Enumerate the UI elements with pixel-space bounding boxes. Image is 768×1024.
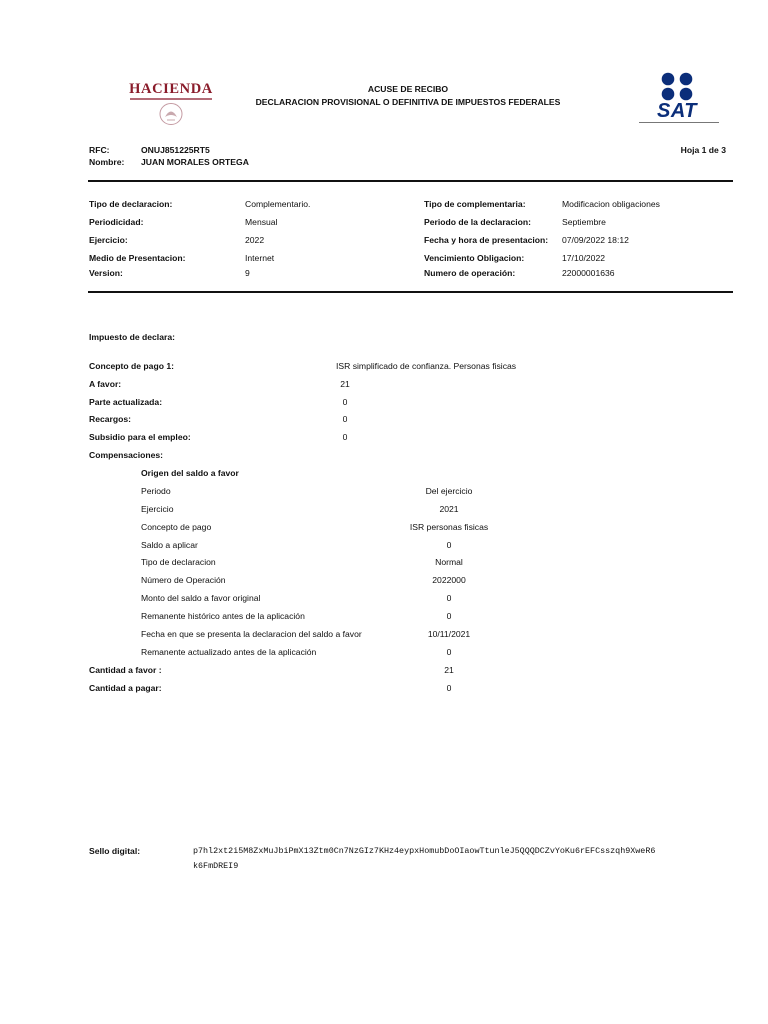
- comp-row-label: Remanente histórico antes de la aplicación: [141, 611, 305, 621]
- declaration-label: Tipo de declaracion:: [89, 199, 173, 209]
- tax-row-value: 0: [342, 432, 348, 442]
- origen-label: Origen del saldo a favor: [141, 468, 239, 478]
- declaration-label: Ejercicio:: [89, 235, 128, 245]
- declaration-value: Mensual: [245, 217, 278, 227]
- cantidad-favor-label: Cantidad a favor :: [89, 665, 162, 675]
- concepto-value: ISR simplificado de confianza. Personas fisicas: [336, 361, 517, 371]
- hacienda-logo: [118, 76, 224, 130]
- declaration-label: Numero de operación:: [424, 268, 516, 278]
- rfc-value: ONUJ851225RT5: [141, 145, 210, 155]
- declaration-value: 22000001636: [562, 268, 615, 278]
- tax-row-value: 0: [342, 397, 348, 407]
- declaration-value: Modificacion obligaciones: [562, 199, 660, 209]
- sat-logo-tagline: [639, 122, 719, 123]
- page-indicator: Hoja 1 de 3: [680, 145, 726, 155]
- concepto-label: Concepto de pago 1:: [89, 361, 174, 371]
- comp-row-value: 10/11/2021: [427, 629, 471, 639]
- sat-dots-icon: [660, 72, 694, 102]
- comp-row-value: 2021: [439, 504, 459, 514]
- comp-row-value: Del ejercicio: [425, 486, 473, 496]
- sat-logo-text: SAT: [656, 100, 697, 122]
- document-title: ACUSE DE RECIBO: [367, 84, 449, 94]
- comp-row-value: 2022000: [432, 575, 466, 585]
- sello-line-1: p7hl2xt2i5M8ZxMuJbiPmX13Ztm0Cn7NzGIz7KHz4eypxHomubDoOIaowTtunleJ5QQQDCZvYoKu6rEFCsszqh9XweR6: [193, 846, 656, 856]
- tax-heading: Impuesto de declara:: [89, 332, 175, 342]
- tax-row-label: Parte actualizada:: [89, 397, 163, 407]
- rfc-label: RFC:: [89, 145, 110, 155]
- top-divider: [88, 180, 733, 182]
- hacienda-logo-text: HACIENDA: [129, 81, 213, 97]
- name-value: JUAN MORALES ORTEGA: [141, 157, 249, 167]
- comp-row-label: Periodo: [141, 486, 171, 496]
- declaration-label: Periodo de la declaracion:: [424, 217, 531, 227]
- declaration-label: Tipo de complementaria:: [424, 199, 526, 209]
- tax-row-label: Subsidio para el empleo:: [89, 432, 191, 442]
- declaration-label: Vencimiento Obligacion:: [424, 253, 525, 263]
- comp-row-value: 0: [446, 647, 452, 657]
- declaration-value: 07/09/2022 18:12: [562, 235, 629, 245]
- sat-logo: [635, 72, 719, 132]
- comp-row-label: Concepto de pago: [141, 522, 212, 532]
- comp-row-label: Número de Operación: [141, 575, 226, 585]
- sello-line-2: k6FmDREI9: [193, 861, 239, 871]
- comp-row-label: Tipo de declaracion: [141, 557, 216, 567]
- comp-row-label: Monto del saldo a favor original: [141, 593, 261, 603]
- cantidad-favor-value: 21: [444, 665, 454, 675]
- tax-row-label: Recargos:: [89, 414, 132, 424]
- comp-row-value: 0: [446, 540, 452, 550]
- comp-row-label: Remanente actualizado antes de la aplicación: [141, 647, 317, 657]
- compensaciones-label: Compensaciones:: [89, 450, 164, 460]
- comp-row-label: Fecha en que se presenta la declaracion del saldo a favor: [141, 629, 362, 639]
- tax-row-value: 0: [342, 414, 348, 424]
- cantidad-pagar-label: Cantidad a pagar:: [89, 683, 162, 693]
- eagle-seal-icon: [158, 102, 184, 126]
- declaration-value: 2022: [245, 235, 265, 245]
- hacienda-logo-underline: [130, 98, 212, 100]
- declaration-value: Complementario.: [245, 199, 311, 209]
- document-subtitle: DECLARACION PROVISIONAL O DEFINITIVA DE IMPUESTOS FEDERALES: [255, 97, 561, 107]
- bottom-divider: [88, 291, 733, 293]
- sello-label: Sello digital:: [89, 846, 141, 856]
- declaration-label: Medio de Presentacion:: [89, 253, 186, 263]
- declaration-value: 9: [245, 268, 250, 278]
- tax-row-value: 21: [340, 379, 350, 389]
- comp-row-label: Ejercicio: [141, 504, 174, 514]
- comp-row-value: 0: [446, 611, 452, 621]
- declaration-label: Version:: [89, 268, 123, 278]
- comp-row-label: Saldo a aplicar: [141, 540, 198, 550]
- declaration-value: 17/10/2022: [562, 253, 606, 263]
- declaration-value: Internet: [245, 253, 275, 263]
- comp-row-value: Normal: [435, 557, 463, 567]
- name-label: Nombre:: [89, 157, 125, 167]
- comp-row-value: 0: [446, 593, 452, 603]
- declaration-label: Periodicidad:: [89, 217, 144, 227]
- cantidad-pagar-value: 0: [446, 683, 452, 693]
- declaration-value: Septiembre: [562, 217, 606, 227]
- comp-row-value: ISR personas fisicas: [409, 522, 489, 532]
- tax-row-label: A favor:: [89, 379, 122, 389]
- declaration-label: Fecha y hora de presentacion:: [424, 235, 549, 245]
